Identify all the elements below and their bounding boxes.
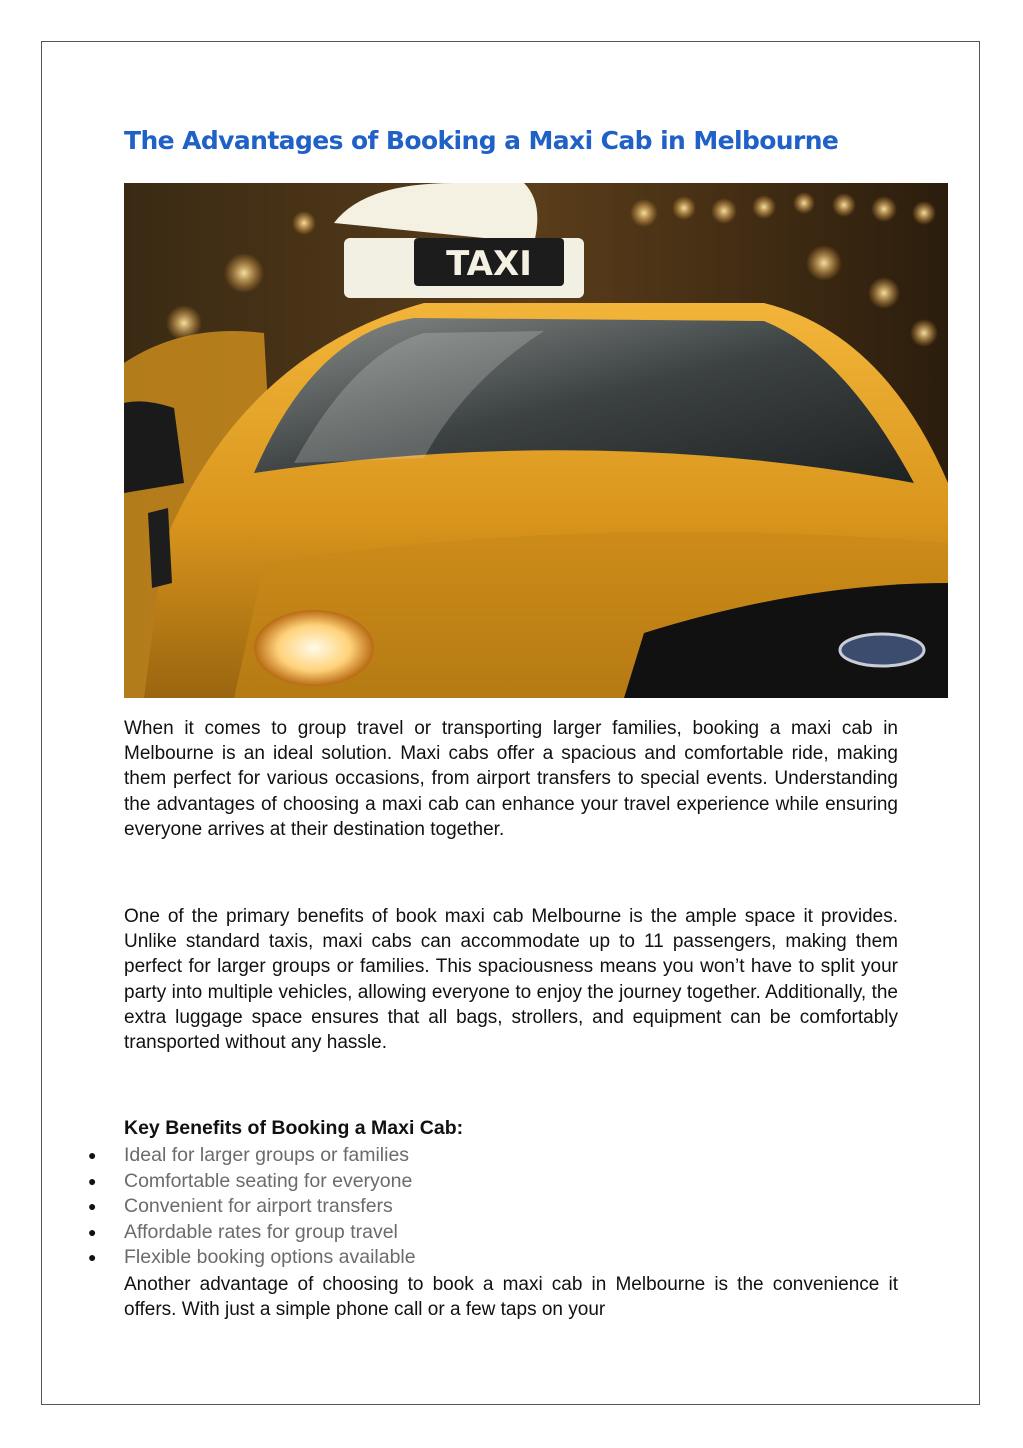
taxi-roof-sign-text: TAXI [446, 244, 532, 284]
benefit-text: Convenient for airport transfers [124, 1195, 393, 1217]
taxi-photo [124, 183, 948, 698]
document-title: The Advantages of Booking a Maxi Cab in Melbourne [124, 126, 839, 155]
benefit-text: Affordable rates for group travel [124, 1220, 398, 1243]
benefit-text: Comfortable seating for everyone [124, 1169, 413, 1192]
bullet-icon: ● [88, 1172, 97, 1189]
bullet-icon: ● [88, 1249, 97, 1265]
list-item [88, 1169, 416, 1195]
convenience-paragraph: Another advantage of choosing to book a maxi cab in Melbourne is the convenience it offers. With just a simple phone call or a few taps on your [124, 1274, 898, 1321]
bullet-icon: ● [88, 1198, 97, 1214]
benefits-list [88, 1143, 416, 1271]
benefit-text: Ideal for larger groups or families [124, 1144, 410, 1166]
intro-paragraph: When it comes to group travel or transporting larger families, booking a maxi cab in Melbourne is an ideal solution. Maxi cabs offer a spacious and comfortable ride, making them perfect for various occasions, from airport transfers to special events. Understanding the advantages of choosing a maxi cab can enhance your travel experience while ensuring everyone arrives at their destination together. [124, 718, 898, 840]
list-item [88, 1194, 416, 1220]
benefits-heading: Key Benefits of Booking a Maxi Cab: [124, 1117, 464, 1139]
bullet-icon: ● [88, 1223, 97, 1240]
benefit-text: Flexible booking options available [124, 1246, 416, 1268]
list-item [88, 1245, 416, 1271]
list-item [88, 1220, 416, 1246]
list-item [88, 1143, 416, 1169]
space-benefits-paragraph: One of the primary benefits of book maxi cab Melbourne is the ample space it provides. Unlike standard taxis, maxi cabs can accommodate up to 11 passengers, making them perfect for larger groups or families. This spaciousness means you won’t have to split your party into multiple vehicles, allowing everyone to enjoy the journey together. Additionally, the extra luggage space ensures that all bags, strollers, and equipment can be comfortably transported without any hassle. [124, 906, 898, 1054]
bullet-icon: ● [88, 1147, 97, 1163]
